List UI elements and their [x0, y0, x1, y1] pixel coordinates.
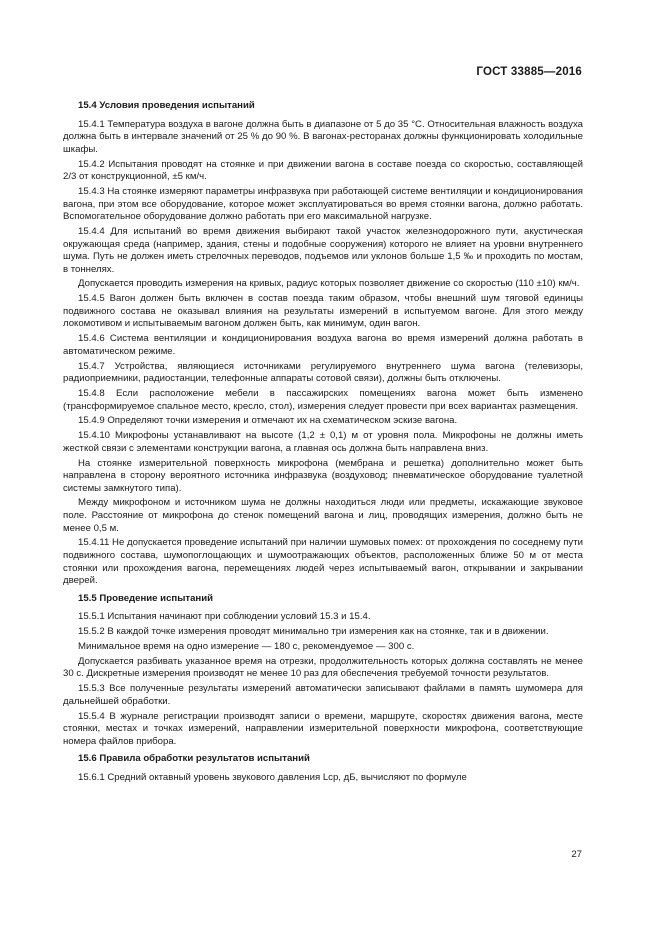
paragraph: 15.6.1 Средний октавный уровень звукового давления Lср, дБ, вычисляют по формуле [78, 771, 467, 783]
document-body [63, 95, 583, 787]
paragraph: 15.4.3 На стоянке измеряют параметры инфразвука при работающей системе вентиляции и кондиционирования вагона, при этом все оборудование, которое может эксплуатироваться во время стоянки вагона, должно работать. Вспомогательное оборудование должно работать при его максимальной нагрузке. [63, 185, 583, 223]
paragraph: 15.5.4 В журнале регистрации производят записи о времени, маршруте, скоростях движения вагона, месте стоянки, местах и точках измерений, направлении измерительной поверхности микрофона, соответствующие номера файлов прибора. [63, 710, 583, 747]
section-title: 15.4 Условия проведения испытаний [78, 100, 255, 111]
paragraph: 15.4.10 Микрофоны устанавливают на высоте (1,2 ± 0,1) м от уровня пола. Микрофоны не должны иметь жесткой связи с элементами конструкции вагона, а главная ось должна быть направлена вниз. [63, 430, 583, 454]
paragraph: Допускается проводить измерения на кривых, радиус которых позволяет движение со скоростью (110 ±10) км/ч. [78, 278, 580, 290]
paragraph: 15.4.7 Устройства, являющиеся источниками регулируемого внутреннего шума вагона (телевизоры, радиоприемники, радиостанции, телефонные аппараты сотовой связи), должны быть отключены. [63, 360, 583, 385]
document-code: ГОСТ 33885—2016 [476, 66, 582, 78]
paragraph: 15.5.3 Все полученные результаты измерений автоматически записывают файлами в память шумомера для дальнейшей обработки. [63, 683, 583, 707]
page-number: 27 [571, 849, 582, 860]
paragraph: 15.4.1 Температура воздуха в вагоне должна быть в диапазоне от 5 до 35 °С. Относительная влажность воздуха должна быть в интервале значений от 25 % до 90 %. В вагонах-ресторанах должны функционировать холодильные шкафы. [63, 118, 583, 155]
paragraph: 15.4.4 Для испытаний во время движения выбирают такой участок железнодорожного пути, акустическая окружающая среда (например, здания, стены и подобные сооружения) которого не влияет на уровни внутреннего шума. Путь не должен иметь стрелочных переводов, подъемов или уклонов больше 1,5 ‰ и проходить по мостам, в тоннелях. [63, 225, 583, 275]
paragraph: 15.4.6 Система вентиляции и кондиционирования воздуха вагона во время измерений должна работать в автоматическом режиме. [63, 333, 583, 357]
paragraph: 15.4.5 Вагон должен быть включен в состав поезда таким образом, чтобы внешний шум тяговой единицы подвижного состава не оказывал влияния на результаты измерений в испытуемом вагоне. Для этого между локомотивом и испытываемым вагоном должен быть, как минимум, один вагон. [63, 293, 583, 330]
paragraph: 15.5.1 Испытания начинают при соблюдении условий 15.3 и 15.4. [78, 611, 371, 623]
paragraph: Минимальное время на одно измерение — 180 с, рекомендуемое — 300 с. [78, 640, 415, 652]
section-title: 15.6 Правила обработки результатов испытаний [78, 753, 310, 765]
section-title: 15.5 Проведение испытаний [78, 592, 214, 604]
paragraph: 15.4.2 Испытания проводят на стоянке и при движении вагона в составе поезда со скоростью, составляющей 2/3 от конструкционной, ±5 км/ч. [63, 158, 583, 183]
paragraph: Допускается разбивать указанное время на отрезки, продолжительность которых должна составлять не менее 30 с. Дискретные измерения производят не менее 10 раз для обеспечения требуемой точности результатов. [63, 655, 583, 680]
paragraph: На стоянке измерительной поверхность микрофона (мембрана и решетка) дополнительно может быть направлена в сторону вероятного источника инфразвука (воздуховод; пневматическое оборудование туалетной системы замкнутого типа). [63, 457, 583, 494]
paragraph: 15.4.8 Если расположение мебели в пассажирских помещениях вагона может быть изменено (трансформируемое спальное место, кресло, стол), измерения следует провести при всех вариантах размещения. [63, 387, 583, 412]
paragraph: Между микрофоном и источником шума не должны находиться люди или предметы, искажающие звуковое поле. Расстояние от микрофона до стенок помещений вагона и лиц, проводящих измерения, должно быть не менее 0,5 м. [63, 497, 583, 534]
paragraph: 15.5.2 В каждой точке измерения проводят минимально три измерения как на стоянке, так и в движении. [78, 626, 549, 638]
paragraph: 15.4.9 Определяют точки измерения и отмечают их на схематическом эскизе вагона. [78, 415, 458, 427]
paragraph: 15.4.11 Не допускается проведение испытаний при наличии шумовых помех: от прохождения по соседнему пути подвижного состава, шумопоглощающих и шумоотражающих объектов, расположенных ближе 50 м от места стоянки или прохождения вагона, перемещениях людей через испытываемый вагон, открывании и закрывании дверей. [63, 537, 583, 587]
